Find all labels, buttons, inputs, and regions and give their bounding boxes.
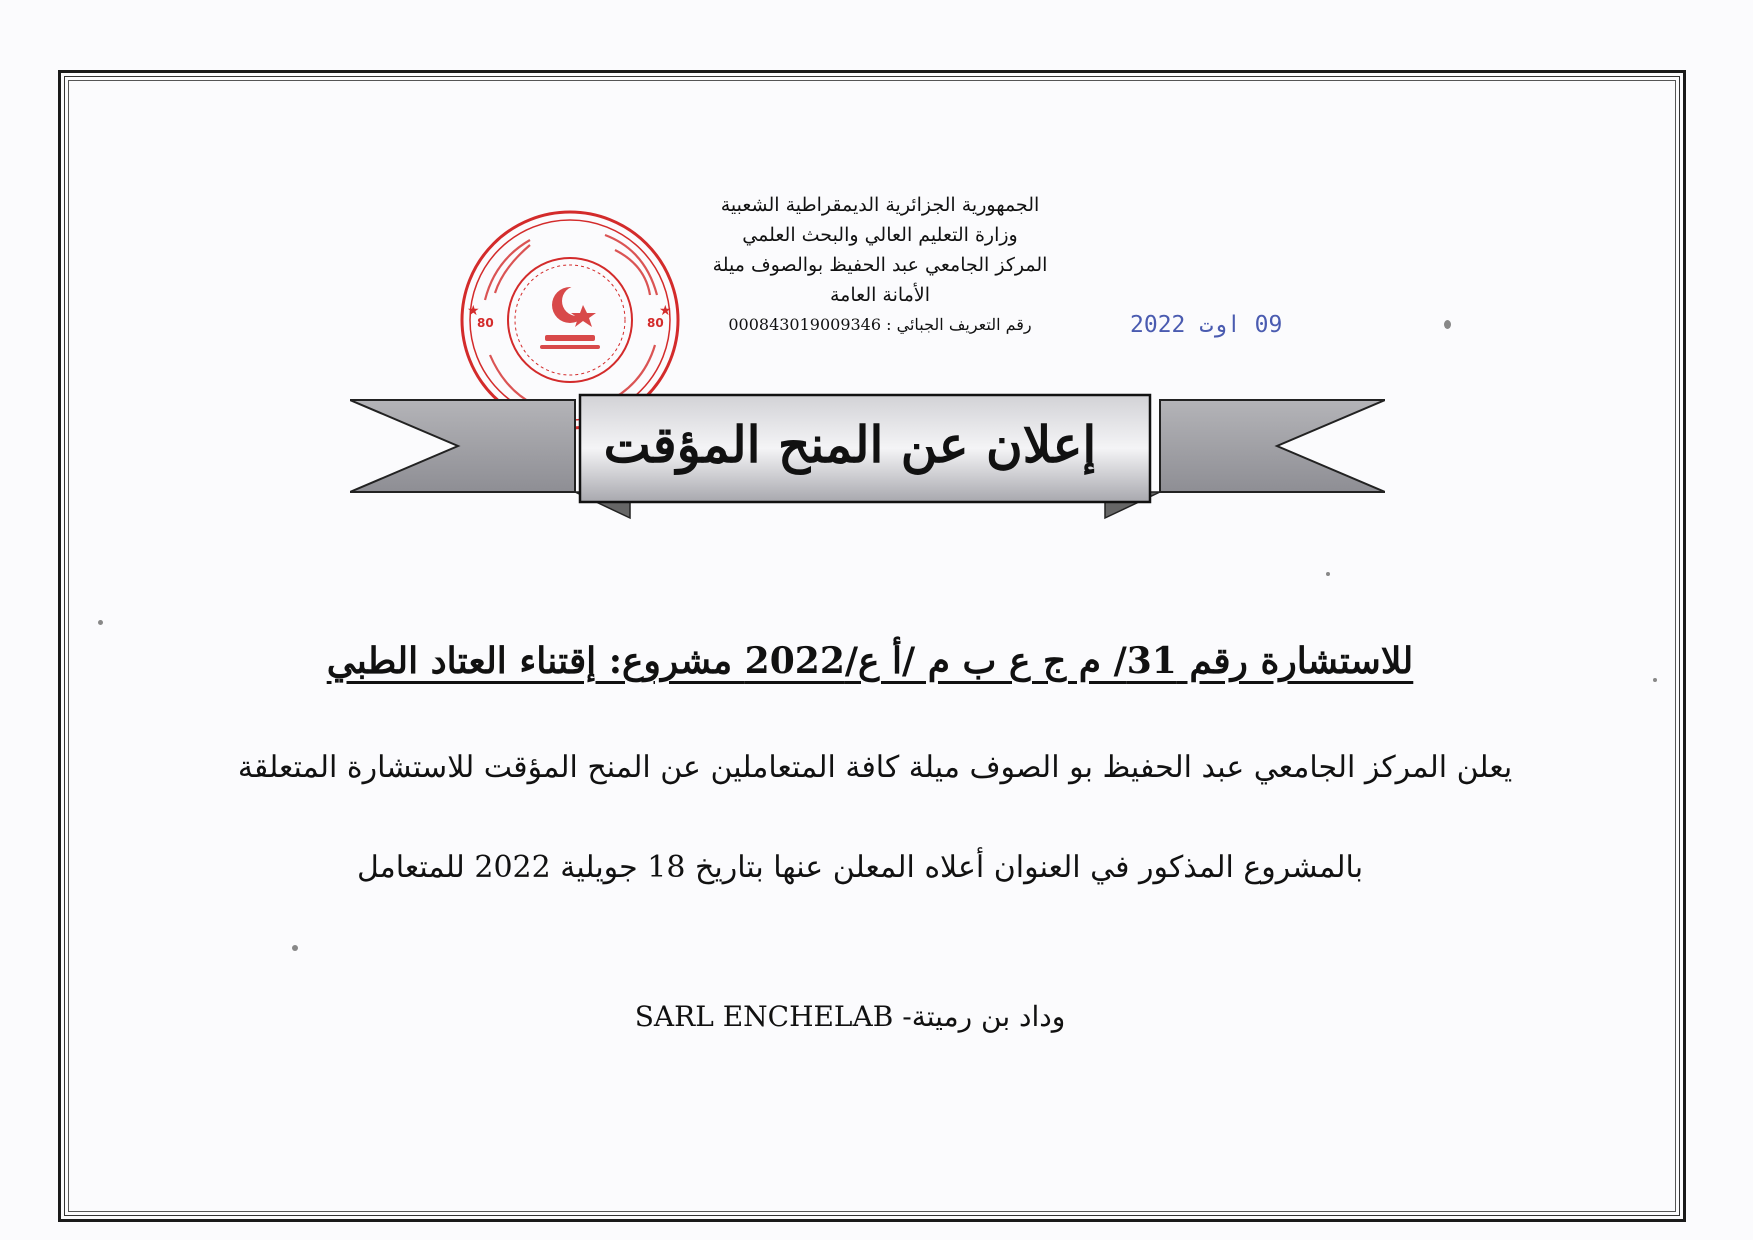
letterhead-ministry: وزارة التعليم العالي والبحث العلمي	[742, 224, 1018, 246]
scan-speck	[1653, 678, 1657, 682]
letterhead-institution: المركز الجامعي عبد الحفيظ بوالصوف ميلة	[712, 254, 1048, 276]
consultation-reference	[300, 640, 1440, 682]
page-title: إعلان عن المنح المؤقت	[603, 414, 1097, 474]
scan-speck	[98, 620, 103, 625]
tax-id: رقم التعريف الجبائي : 000843019009346	[728, 315, 1032, 334]
svg-text:★: ★	[659, 303, 672, 319]
scan-speck	[1444, 320, 1451, 329]
svg-text:80: 80	[477, 316, 494, 330]
announcement-body-line-1: يعلن المركز الجامعي عبد الحفيظ بو الصوف ميلة كافة المتعاملين عن المنح المؤقت للاستشارة المتعلقة	[237, 750, 1513, 785]
letterhead-country: الجمهورية الجزائرية الديمقراطية الشعبية	[720, 194, 1040, 216]
consultation-reference-text: للاستشارة رقم 31/ م ج ع ب م /أ ع/2022 مشروع: إقتناء العتاد الطبي	[326, 640, 1414, 682]
scan-speck	[1326, 572, 1330, 576]
awardee-name: وداد بن رميتة- SARL ENCHELAB	[634, 1000, 1066, 1033]
announcement-body-line-2: بالمشروع المذكور في العنوان أعلاه المعلن عنها بتاريخ 18 جويلية 2022 للمتعامل	[356, 850, 1364, 885]
received-date-stamp: 09 اوت 2022	[1130, 312, 1283, 338]
letterhead-department: الأمانة العامة	[830, 284, 930, 306]
svg-text:★: ★	[467, 303, 480, 319]
scan-speck	[292, 945, 298, 951]
svg-text:80: 80	[647, 316, 664, 330]
letterhead	[690, 190, 1070, 340]
